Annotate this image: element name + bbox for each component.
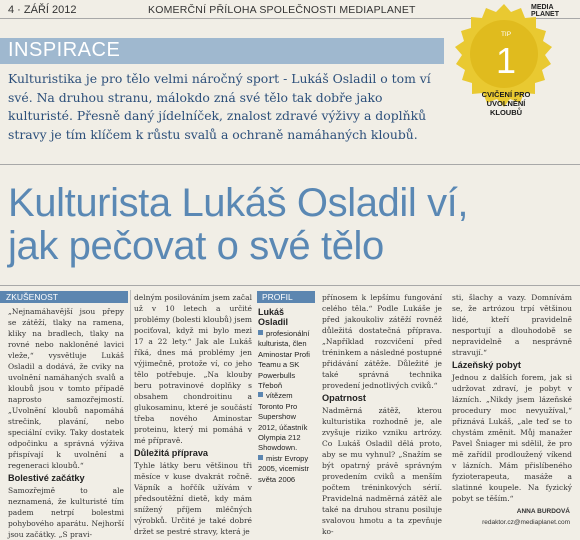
profile-item (258, 454, 316, 485)
column-4 (322, 292, 442, 537)
profile-item-text: vítězem Toronto Pro Supershow 2012, účastník Olympia 212 Showdown. (258, 391, 308, 453)
logo-line1: MEDIA (531, 4, 554, 11)
tip-label: TIP (500, 31, 512, 38)
col4-paragraph-1: přínosem k lepšímu fungování celého těla.“ Podle Lukáše je před jakoukoliv zátěží rovněž důležitá dostatečná příprava. „Například rozcvičení před tréninkem a následné postupné přidávání zátěže. Důležité je také správná technika provedení jednotlivých cviků.“ (322, 293, 442, 390)
profile-box (258, 307, 316, 485)
profile-name (258, 307, 316, 327)
profile-last-name: Osladil (258, 317, 289, 327)
col4-subheading: Opatrnost (322, 393, 366, 403)
profile-item-text: mistr Evropy 2005, vicemistr světa 2006 (258, 453, 310, 484)
col5-subheading: Lázeňský pobyt (452, 360, 521, 370)
author-name: ANNA BURDOVÁ (516, 508, 570, 515)
headline-line1: Kulturista Lukáš Osladil ví, (8, 181, 469, 225)
profile-item (258, 391, 316, 453)
lead-rule (0, 164, 580, 165)
col2-paragraph-1: delným posilováním jsem začal už v 10 letech a určité problémy (bolesti kloubů) jsem pociťoval, když mi bylo mezi 17 a 22 lety.“ Jak ale Lukáš říká, dnes má problémy jen výjimečně, protože ví, co jeho tělo potřebuje. „Na klouby beru potravinové doplňky s obsahem chondroitinu a glukosaminu, které je součástí třeba nového Aminostar proteinu, který mi pomáhá v mé přípravě. (134, 293, 252, 445)
col1-paragraph-2: Samozřejmě to ale neznamená, že kulturisté tím padem netrpí bolestmi pohybového aparátu. Nejhorší jsou začátky. „S pravi- (8, 486, 124, 539)
column-2 (134, 292, 252, 537)
col5-paragraph-2: Jednou z dalších forem, jak si udržovat zdraví, je pobyt v lázních. „Nikdy jsem lázeňské procedury moc nevyužíval,“ přiznává Lukáš, „ale teď se to chystám změnit. Můj manažer Pavel Šniager mi sdělil, že pro mě zařídil prodloužený víkend v lázních. Mám přislíbeného fyzioterapeuta, masáže a slatinné koupele. Na fyzický pobyt se těším.“ (452, 373, 572, 503)
col2-subheading: Důležitá příprava (134, 448, 209, 458)
column-5 (452, 292, 572, 504)
square-bullet-icon (258, 455, 263, 460)
col2-paragraph-2: Tyhle látky beru většinou tři měsíce v kuse dvakrát ročně. Vápník a hořčík užívám v předsoutěžní dietě, kdy mám snížený příjem mléčných výrobků. Určité je také dobré držet se pestré stravy, která je (134, 461, 252, 536)
profile-item (258, 329, 316, 391)
lead-paragraph: Kulturistika je pro tělo velmi náročný sport - Lukáš Osladil o tom ví své. Na druhou stranu, málokdo zná své tělo tak dobře jako kulturisté. Přesně daný jídelníček, znalost zdravé výživy a doplňků stravy je tím klíčem k růstu svalů a ochraně namáhaných kloubů. (8, 71, 431, 142)
column-1 (8, 306, 124, 540)
tip-text: CVIČENÍ PRO UVOLNĚNÍ KLOUBŮ (481, 90, 531, 117)
logo-line2: PLANET (531, 11, 559, 18)
square-bullet-icon (258, 330, 263, 335)
author-email: redaktor.cz@mediaplanet.com (482, 519, 570, 526)
headline (8, 182, 578, 268)
headline-line2: jak pečovat o své tělo (8, 224, 384, 268)
issue-date: 4 · ZÁŘÍ 2012 (8, 4, 77, 16)
square-bullet-icon (258, 392, 263, 397)
tip-number: 1 (495, 40, 517, 81)
col1-subheading: Bolestivé začátky (8, 473, 85, 483)
col5-paragraph-1: sti, šlachy a vazy. Domnívám se, že artrózou trpí většinou lidé, kteří pravidelně nesportují a dlouhodobě se nepravidelně a nesprávně stravují.“ (452, 293, 572, 357)
column-divider (130, 290, 131, 530)
col4-paragraph-2: Nadměrná zátěž, kterou kulturistika rozhodně je, ale zvyšuje riziko vzniku artrózy. Co Lukáš Osladil dělá proto, aby se mu vyhnul? „Snažím se být opatrný právě správným provedením cviků a menším počtem tréninkových sérií. Pravidelná nadměrná zátěž ale také na druhou stranu posiluje svalovou hmotu a ta zpevňuje ko- (322, 406, 442, 536)
col1-paragraph-1: „Nejnamáhavější jsou přepy se zátěží, tlaky na ramena, kliky na bradlech, tlaky na rovné nebo nakloněné lavici vleže,“ vysvětluje Lukáš Osladil a dodává, že cviky na uvolnění namáhaných svalů a kloubů jsou v tomto případě naprosto samozřejmostí. „Uvolnění kloubů napomáhá strečink, plavání, nebo speciální cviky. Taky dostatek odpočinku a správná výživa přispívají k uvolnění a regeneraci kloubů.“ (8, 307, 124, 470)
profile-first-name: Lukáš (258, 307, 285, 317)
experience-tag-label: ZKUŠENOST (6, 292, 58, 302)
section-title: INSPIRACE (8, 39, 121, 61)
headline-rule (0, 285, 580, 286)
profile-tag-label: PROFIL (262, 292, 293, 302)
profile-item-text: profesionální kulturista, člen Aminostar Profi Teamu a SK Powerbulls Třeboň (258, 329, 310, 391)
supplement-title: KOMERČNÍ PŘÍLOHA SPOLEČNOSTI MEDIAPLANET (148, 4, 416, 16)
